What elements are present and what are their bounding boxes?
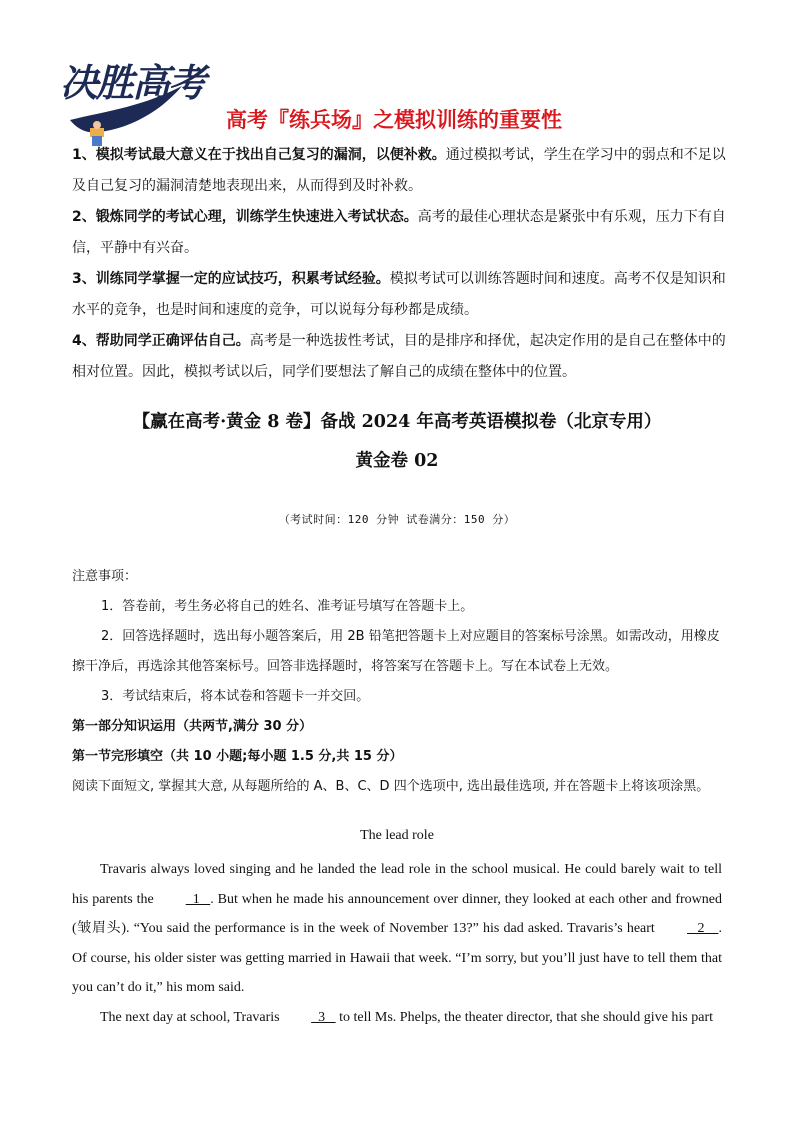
cloze-blank: 3 bbox=[311, 1009, 336, 1025]
intro-item-bold: 4、帮助同学正确评估自己。 bbox=[72, 333, 250, 349]
intro-item-bold: 2、锻炼同学的考试心理，训练学生快速进入考试状态。 bbox=[72, 209, 418, 225]
intro-item-text: 高考是一种选拔性考试，目的是排序和择优，起决定作用的是自己在整体中的相对位置。因此，模拟考试以后，同学们要想法了解自己的成绩在整体中的位置。 bbox=[72, 333, 726, 380]
intro-item bbox=[72, 264, 732, 326]
intro-item-bold: 1、模拟考试最大意义在于找出自己复习的漏洞，以便补救。 bbox=[72, 147, 446, 163]
exam-subtitle: 黄金卷 02 bbox=[355, 451, 439, 471]
passage-text: to tell Ms. Phelps, the theater director, that she should give his part bbox=[335, 1009, 714, 1025]
passage-body bbox=[72, 855, 722, 1033]
passage-paragraph bbox=[72, 855, 722, 1003]
passage-paragraph bbox=[72, 1003, 722, 1033]
passage-text: . But when he made his announcement over dinner, they looked at each other and frowned (皱眉头). “You said the performance is in the week of November 13?” his dad asked. Travaris’s heart bbox=[72, 891, 722, 937]
notes-item: 1．答卷前，考生务必将自己的姓名、准考证号填写在答题卡上。 bbox=[101, 599, 474, 614]
intro-item bbox=[72, 140, 732, 202]
passage-title: The lead role bbox=[360, 828, 434, 843]
exam-notes bbox=[72, 562, 732, 802]
notes-item: 3．考试结束后，将本试卷和答题卡一并交回。 bbox=[101, 689, 370, 704]
exam-info: （考试时间：120 分钟 试卷满分：150 分） bbox=[278, 513, 516, 526]
section-instruction: 阅读下面短文, 掌握其大意, 从每题所给的 A、B、C、D 四个选项中, 选出最佳选项, 并在答题卡上将该项涂黑。 bbox=[72, 779, 710, 794]
intro-item-text: 高考的最佳心理状态是紧张中有乐观，压力下有自信，平静中有兴奋。 bbox=[72, 209, 726, 256]
section-heading: 第一节完形填空（共 10 小题;每小题 1.5 分,共 15 分） bbox=[72, 749, 403, 764]
intro-item-text: 通过模拟考试，学生在学习中的弱点和不足以及自己复习的漏洞清楚地表现出来，从而得到及时补救。 bbox=[72, 147, 726, 194]
intro-item bbox=[72, 202, 732, 264]
part-heading: 第一部分知识运用（共两节,满分 30 分） bbox=[72, 719, 313, 734]
intro-item-text: 模拟考试可以训练答题时间和速度。高考不仅是知识和水平的竞争，也是时间和速度的竞争，可以说每分每秒都是成绩。 bbox=[72, 271, 726, 318]
cloze-blank: 2 bbox=[687, 921, 719, 937]
intro-item bbox=[72, 326, 732, 388]
passage-text: . Of course, his older sister was getting married in Hawaii that week. “I’m sorry, but you’ll just have to tell them that you can’t do it,” his mom said. bbox=[72, 921, 722, 996]
notes-item: 2．回答选择题时，选出每小题答案后，用 2B 铅笔把答题卡上对应题目的答案标号涂黑。如需改动，用橡皮擦干净后，再选涂其他答案标号。回答非选择题时，将答案写在答题卡上。写在本试卷上无效。 bbox=[72, 629, 720, 674]
notes-heading: 注意事项： bbox=[72, 569, 138, 584]
passage-text: The next day at school, Travaris bbox=[100, 1009, 284, 1025]
cloze-blank: 1 bbox=[185, 891, 211, 907]
intro-item-bold: 3、训练同学掌握一定的应试技巧，积累考试经验。 bbox=[72, 271, 390, 287]
page-headline: 高考『练兵场』之模拟训练的重要性 bbox=[226, 108, 562, 132]
logo bbox=[60, 52, 205, 142]
passage-text: Travaris always loved singing and he landed the lead role in the school musical. He could barely wait to tell his parents the bbox=[72, 862, 722, 907]
exam-title: 【赢在高考·黄金 8 卷】备战 2024 年高考英语模拟卷（北京专用） bbox=[132, 412, 662, 432]
logo-text: 决胜高考 bbox=[60, 60, 205, 105]
